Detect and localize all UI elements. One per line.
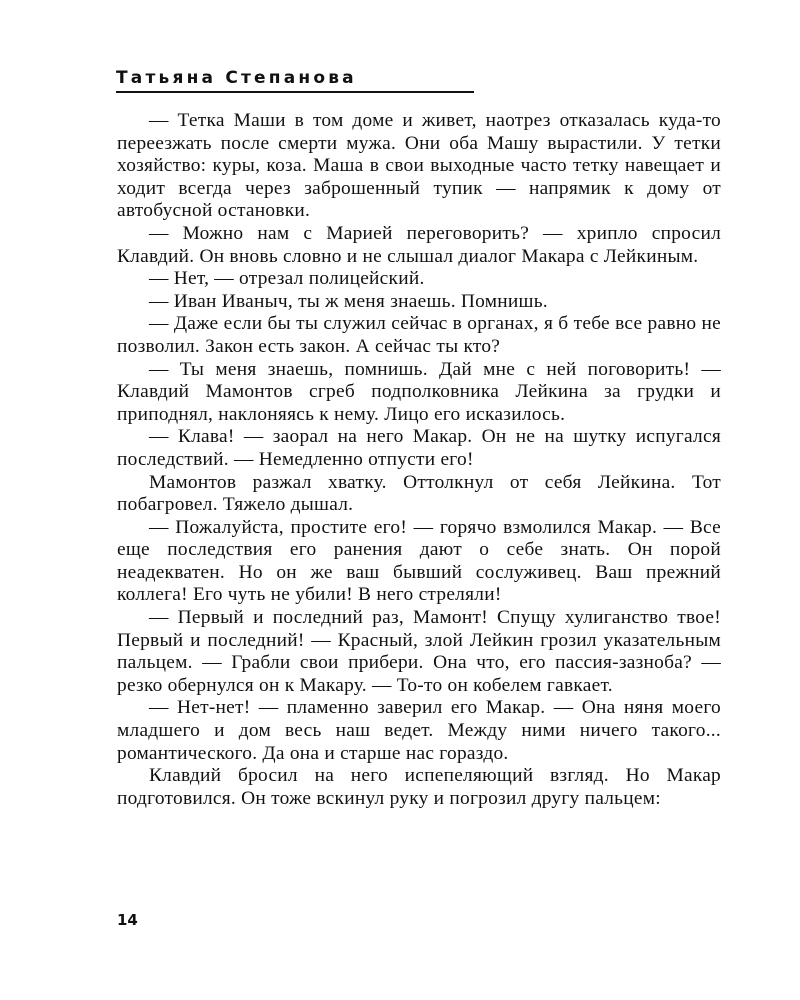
- paragraph: — Пожалуйста, простите его! — горячо взмолился Макар. — Все еще последствия его ранения дают о себе знать. Он порой неадекватен. Но он же ваш бывший сослуживец. Ваш прежний коллега! Его чуть не убили! В него стреляли!: [117, 516, 721, 606]
- paragraph: Клавдий бросил на него испепеляющий взгляд. Но Макар подготовился. Он тоже вскинул руку и погрозил другу пальцем:: [117, 765, 721, 809]
- paragraph: — Тетка Маши в том доме и живет, наотрез отказалась куда-то переезжать после смерти мужа. Они оба Машу вырастили. У тетки хозяйство: куры, коза. Маша в свои выходные часто тетку навещает и ходит всегда через заброшенный тупик — напрямик к дому от автобусной остановки.: [117, 110, 721, 222]
- paragraph: Мамонтов разжал хватку. Оттолкнул от себя Лейкина. Тот побагровел. Тяжело дышал.: [117, 471, 721, 516]
- running-head-author: Татьяна Степанова: [116, 68, 474, 93]
- paragraph: — Клава! — заорал на него Макар. Он не на шутку испугался последствий. — Немедленно отпусти его!: [117, 426, 721, 470]
- paragraph: — Можно нам с Марией переговорить? — хрипло спросил Клавдий. Он вновь словно и не слышал диалог Макара с Лейкиным.: [117, 222, 721, 267]
- paragraph: — Первый и последний раз, Мамонт! Спущу хулиганство твое! Первый и последний! — Красный, злой Лейкин грозил указательным пальцем. — Грабли свои прибери. Она что, его пассия-зазноба? — резко обернулся он к Макару. — То-то он кобелем гавкает.: [117, 607, 721, 696]
- paragraph: — Ты меня знаешь, помнишь. Дай мне с ней поговорить! — Клавдий Мамонтов сгреб подполковника Лейкина за грудки и приподнял, наклоняясь к нему. Лицо его исказилось.: [117, 358, 721, 425]
- page-number: 14: [117, 911, 138, 929]
- paragraph: — Нет-нет! — пламенно заверил его Макар. — Она няня моего младшего и дом весь наш ведет. Между ними ничего такого... романтического. Да она и старше нас гораздо.: [117, 697, 721, 764]
- page-body-text: [117, 110, 721, 810]
- paragraph: — Иван Иваныч, ты ж меня знаешь. Помнишь.: [149, 290, 548, 312]
- paragraph: — Даже если бы ты служил сейчас в органах, я б тебе все равно не позволил. Закон есть закон. А сейчас ты кто?: [117, 313, 721, 357]
- paragraph: — Нет, — отрезал полицейский.: [149, 268, 425, 290]
